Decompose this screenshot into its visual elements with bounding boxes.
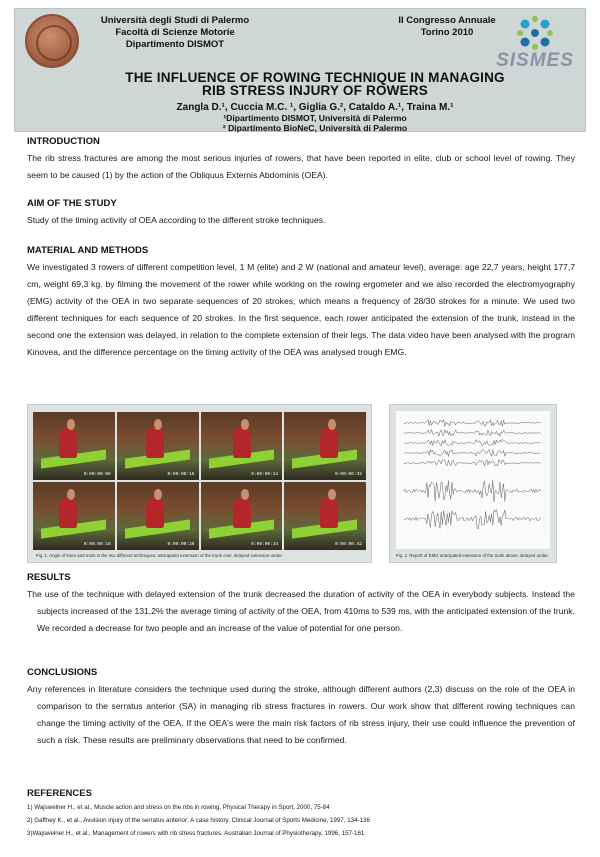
rower-figure	[59, 497, 77, 528]
rower-head	[328, 419, 336, 430]
rower-figure	[320, 427, 338, 458]
title-line-1: THE INFLUENCE OF ROWING TECHNIQUE IN MANAGING	[125, 70, 505, 85]
conclusions-heading: CONCLUSIONS	[27, 667, 98, 678]
rower-head	[154, 419, 162, 430]
department-name: Dipartimento DISMOT	[125, 39, 225, 50]
rower-head	[67, 489, 75, 500]
reference-item: 3)Wajswelner H., et al., Management of rowers with rib stress fractures. Australian Journal of Physiotherapy, 1996, 157-161	[27, 830, 365, 837]
frame-timestamp: 0:00:00:42	[334, 542, 362, 547]
faculty-name: Facoltà di Scienze Motorie	[115, 27, 235, 38]
university-name: Università degli Studi di Palermo	[100, 15, 250, 26]
reference-item: 1) Wajswelner H., et al., Muscle action and stress on the ribs in rowing, Physical Therapy in Sport, 2000, 75-84	[27, 804, 330, 811]
frame-timestamp: 0:00:00:08	[83, 472, 111, 477]
rower-figure	[233, 497, 251, 528]
results-text: The use of the technique with delayed extension of the trunk decreased the duration of activity of the OEA in everybody subjects. Instead the subjects increased of the 131,2% the average timing of activity of the OEA, from 410ms to 539 ms, with the anticipated extension of the trunk. We recorded a decrease for two people and an increase of the value of potential for one person.	[27, 589, 575, 633]
emg-trace	[404, 480, 541, 502]
poster-title	[65, 71, 565, 97]
video-frame	[201, 412, 283, 480]
video-frame	[284, 412, 366, 480]
emg-trace	[404, 450, 541, 457]
reference-item: 2) Gaffney K., et al., Avulsion injury of the serratus anterior: A case history. Clinical Journal of Sports Medicine, 1997, 134-136	[27, 817, 370, 824]
title-line-2: RIB STRESS INJURY OF ROWERS	[202, 83, 428, 98]
rower-head	[241, 489, 249, 500]
frame-timestamp: 0:00:00:26	[167, 542, 195, 547]
frame-timestamp: 0:00:00:32	[334, 472, 362, 477]
emg-trace	[404, 510, 541, 529]
video-frame	[284, 482, 366, 550]
conclusions-text: Any references in literature considers the technique used during the stroke, although different authors (2,3) discuss on the role of the OEA in comparison to the serratus anterior (SA) in managing rib stress fractures in rowers. Our work show that different rowing techniques can change the timing activity of the OEA. If the OEA's were the main risk factors of rib stress injury, their use could influence the prevention of such a risk. These results are preliminary observations that need to be confirmed.	[27, 684, 575, 745]
emg-trace	[404, 420, 541, 427]
affiliation-2: ² Dipartimento BioNeC, Università di Palermo	[222, 123, 408, 133]
rower-head	[154, 489, 162, 500]
figure-2-caption: Fig. 2. Report of EMG anticipated extension of the trunk above, delayed under.	[396, 553, 549, 558]
references-heading: REFERENCES	[27, 788, 92, 799]
introduction-heading: INTRODUCTION	[27, 136, 100, 147]
emg-trace	[404, 430, 541, 437]
frame-timestamp: 0:00:00:24	[251, 472, 279, 477]
video-frame	[117, 482, 199, 550]
methods-heading: MATERIAL AND METHODS	[27, 245, 149, 256]
rower-head	[67, 419, 75, 430]
rower-figure	[320, 497, 338, 528]
emg-trace	[404, 440, 541, 447]
figure-1-rowing-frames	[27, 404, 372, 563]
video-frame	[117, 412, 199, 480]
rower-figure	[233, 427, 251, 458]
emg-traces	[396, 411, 550, 549]
frame-timestamp: 0:00:00:18	[83, 542, 111, 547]
methods-text: We investigated 3 rowers of different competition level, 1 M (elite) and 2 W (national and amateur level), average: age 22,7 years, height 177,7 cm, weight 69,3 kg. by filming the movement of the rower while working on the rowing ergometer and we also recorded the electromyography (EMG) activity of the OEA in two separate sequences of 20 strokes, which means a frequency of 28/30 strokes for a minute. We used two different techniques for each sequence of 20 strokes. In the first sequence, each rower anticipated the extension of the trunk, instead in the second one the extension was delayed, in relation to the complete extension of their legs. The data video have been analysed with the program Kinovea, and the difference percentage on the timing activity of the OEA was analysed trough EMG.	[27, 262, 575, 357]
video-frame	[33, 412, 115, 480]
affiliation-1: ¹Dipartimento DISMOT, Università di Palermo	[223, 113, 407, 123]
frame-timestamp: 0:00:00:16	[167, 472, 195, 477]
figure-1-caption: Fig. 1. Angle of knee and trunk in the two different techniques: anticipated extension of the trunk over, delayed extension under.	[36, 553, 283, 558]
congress-location: Torino 2010	[420, 27, 474, 38]
emg-trace	[404, 460, 541, 467]
rower-head	[328, 489, 336, 500]
poster-header	[14, 8, 586, 132]
aim-heading: AIM OF THE STUDY	[27, 198, 117, 209]
university-info	[75, 15, 275, 51]
emg-report-sheet	[396, 411, 550, 549]
video-frame-grid	[33, 412, 366, 550]
rower-figure	[146, 427, 164, 458]
rower-figure	[146, 497, 164, 528]
frame-timestamp: 0:00:00:34	[251, 542, 279, 547]
video-frame	[201, 482, 283, 550]
rower-figure	[59, 427, 77, 458]
figure-2-emg-report	[389, 404, 557, 563]
introduction-text: The rib stress fractures are among the most serious injuries of rowers, that have been reported in elite, club or school level of rowing. They seem to be caused (1) by the action of the Obliquus Externis Abdominis (OEA).	[27, 153, 575, 180]
rower-head	[241, 419, 249, 430]
sismes-logo-text: SISMES	[496, 50, 574, 71]
video-frame	[33, 482, 115, 550]
university-seal-logo	[25, 14, 79, 68]
congress-name: II Congresso Annuale	[398, 15, 496, 26]
authors: Zangla D.¹, Cuccia M.C. ¹, Giglia G.², Cataldo A.¹, Traina M.¹	[176, 102, 454, 113]
aim-text: Study of the timing activity of OEA according to the different stroke techniques.	[27, 215, 326, 225]
results-heading: RESULTS	[27, 572, 71, 583]
